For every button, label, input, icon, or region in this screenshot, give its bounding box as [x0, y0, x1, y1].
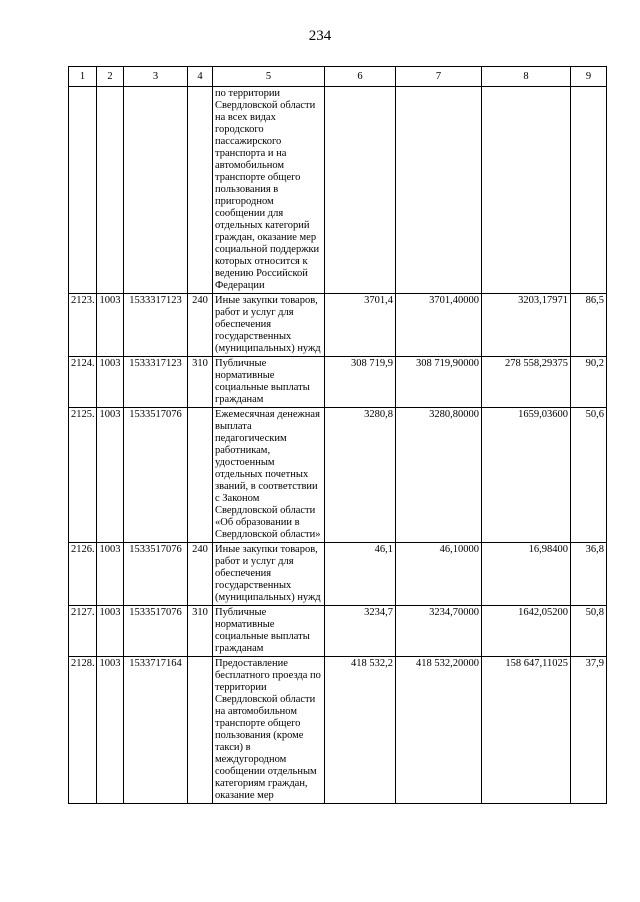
name-cell: Предоставление бесплатного проезда по территории Свердловской области на автомобильном транспорте общего пользования (кроме такси) в междугородном сообщении отдельным категориям граждан, оказание мер: [213, 657, 325, 804]
refined-plan-cell: 46,10000: [396, 543, 482, 606]
percent-cell: 37,9: [571, 657, 607, 804]
row-number-cell: 2127.: [69, 606, 97, 657]
expense-type-cell: [188, 408, 213, 543]
plan-cell: 3701,4: [325, 294, 396, 357]
column-header: 8: [482, 67, 571, 87]
section-code-cell: [97, 87, 124, 294]
refined-plan-cell: 418 532,20000: [396, 657, 482, 804]
refined-plan-cell: 308 719,90000: [396, 357, 482, 408]
budget-table: [68, 66, 607, 804]
target-code-cell: 1533317123: [124, 294, 188, 357]
row-number-cell: [69, 87, 97, 294]
execution-cell: 278 558,29375: [482, 357, 571, 408]
table-row: [69, 87, 607, 294]
page-number: 234: [308, 28, 332, 44]
section-code-cell: 1003: [97, 408, 124, 543]
column-header: 1: [69, 67, 97, 87]
table-row: [69, 657, 607, 804]
column-header: 9: [571, 67, 607, 87]
plan-cell: 308 719,9: [325, 357, 396, 408]
refined-plan-cell: 3234,70000: [396, 606, 482, 657]
row-number-cell: 2126.: [69, 543, 97, 606]
expense-type-cell: [188, 87, 213, 294]
row-number-cell: 2128.: [69, 657, 97, 804]
execution-cell: [482, 87, 571, 294]
execution-cell: 1659,03600: [482, 408, 571, 543]
section-code-cell: 1003: [97, 606, 124, 657]
plan-cell: 3234,7: [325, 606, 396, 657]
column-header: 7: [396, 67, 482, 87]
section-code-cell: 1003: [97, 657, 124, 804]
table-header-row: [69, 67, 607, 87]
name-cell: Публичные нормативные социальные выплаты гражданам: [213, 357, 325, 408]
expense-type-cell: 310: [188, 606, 213, 657]
column-header: 2: [97, 67, 124, 87]
table-row: [69, 408, 607, 543]
section-code-cell: 1003: [97, 543, 124, 606]
table-row: [69, 606, 607, 657]
table-row: [69, 357, 607, 408]
row-number-cell: 2125.: [69, 408, 97, 543]
expense-type-cell: 240: [188, 543, 213, 606]
column-header: 3: [124, 67, 188, 87]
refined-plan-cell: 3701,40000: [396, 294, 482, 357]
percent-cell: 50,6: [571, 408, 607, 543]
name-cell: Ежемесячная денежная выплата педагогическим работникам, удостоенным отдельных почетных званий, в соответствии с Законом Свердловской области «Об образовании в Свердловской области»: [213, 408, 325, 543]
refined-plan-cell: [396, 87, 482, 294]
plan-cell: 3280,8: [325, 408, 396, 543]
execution-cell: 16,98400: [482, 543, 571, 606]
target-code-cell: [124, 87, 188, 294]
column-header: 6: [325, 67, 396, 87]
percent-cell: 86,5: [571, 294, 607, 357]
plan-cell: 418 532,2: [325, 657, 396, 804]
table-row: [69, 543, 607, 606]
percent-cell: 50,8: [571, 606, 607, 657]
name-cell: по территории Свердловской области на всех видах городского пассажирского транспорта и на автомобильном транспорте общего пользования в пригородном сообщении для отдельных категорий граждан, оказание мер социальной поддержки которых относится к ведению Российской Федерации: [213, 87, 325, 294]
expense-type-cell: [188, 657, 213, 804]
expense-type-cell: 240: [188, 294, 213, 357]
name-cell: Иные закупки товаров, работ и услуг для обеспечения государственных (муниципальных) нужд: [213, 543, 325, 606]
execution-cell: 1642,05200: [482, 606, 571, 657]
section-code-cell: 1003: [97, 357, 124, 408]
target-code-cell: 1533317123: [124, 357, 188, 408]
execution-cell: 3203,17971: [482, 294, 571, 357]
percent-cell: [571, 87, 607, 294]
target-code-cell: 1533517076: [124, 408, 188, 543]
plan-cell: [325, 87, 396, 294]
column-header: 5: [213, 67, 325, 87]
target-code-cell: 1533517076: [124, 543, 188, 606]
column-header: 4: [188, 67, 213, 87]
expense-type-cell: 310: [188, 357, 213, 408]
row-number-cell: 2124.: [69, 357, 97, 408]
refined-plan-cell: 3280,80000: [396, 408, 482, 543]
percent-cell: 90,2: [571, 357, 607, 408]
row-number-cell: 2123.: [69, 294, 97, 357]
name-cell: Иные закупки товаров, работ и услуг для обеспечения государственных (муниципальных) нужд: [213, 294, 325, 357]
target-code-cell: 1533517076: [124, 606, 188, 657]
percent-cell: 36,8: [571, 543, 607, 606]
table-row: [69, 294, 607, 357]
target-code-cell: 1533717164: [124, 657, 188, 804]
execution-cell: 158 647,11025: [482, 657, 571, 804]
name-cell: Публичные нормативные социальные выплаты гражданам: [213, 606, 325, 657]
plan-cell: 46,1: [325, 543, 396, 606]
section-code-cell: 1003: [97, 294, 124, 357]
